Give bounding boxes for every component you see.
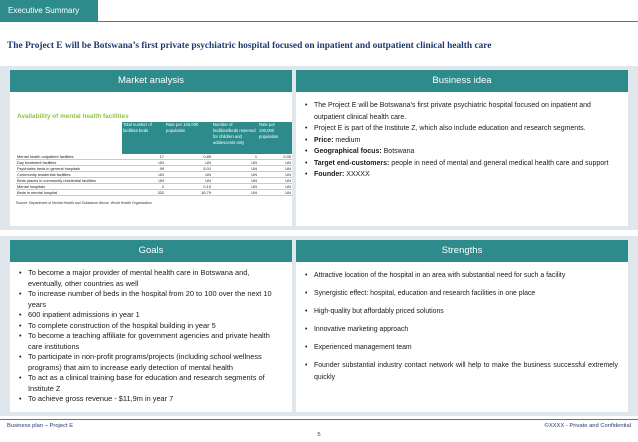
table-cell: 5.01	[165, 166, 212, 172]
table-cell: UN	[212, 190, 258, 196]
table-cell: Beds in mental hospital	[16, 190, 122, 196]
list-item: • High-quality but affordably priced solutions	[302, 306, 618, 318]
list-item: • To increase number of beds in the hospital from 20 to 100 over the next 10 years	[16, 289, 284, 310]
list-item	[302, 158, 620, 170]
table-cell: 0.05	[258, 154, 292, 160]
business-idea-text: Botswana	[383, 148, 415, 155]
table-cell: 17	[122, 154, 165, 160]
business-idea-label: Geographical focus:	[314, 148, 382, 155]
business-idea-text: The Project E will be Botswana’s first private psychiatric hospital focused on inpatient and outpatient clinical health care.	[314, 102, 591, 121]
list-item: • To become a teaching affiliate for government agencies and private health care institutions	[16, 331, 284, 352]
table-cell: UN	[258, 172, 292, 178]
table-header-cell	[16, 122, 122, 154]
list-item	[302, 100, 620, 123]
table-cell: UN	[165, 178, 212, 184]
footer-confidentiality: ©XXXX - Private and Confidential	[544, 423, 631, 429]
business-idea-label: Target end-customers:	[314, 159, 390, 167]
list-item	[302, 123, 620, 135]
table-cell: UN	[212, 172, 258, 178]
mental-health-table-title: Availability of mental health facilities	[17, 113, 129, 120]
list-item: • To act as a clinical training base for education and research segments of Institute Z	[16, 373, 284, 394]
business-idea-label: Founder:	[314, 171, 345, 178]
list-item: • To complete construction of the hospital building in year 5	[16, 321, 284, 332]
table-header-cell: Rate per 100,000 population	[165, 122, 212, 154]
list-item: • To become a major provider of mental health care in Botswana and, eventually, other countries as well	[16, 268, 284, 289]
table-header-cell: Total number of facilities beds	[122, 122, 165, 154]
list-item	[302, 146, 620, 158]
table-header-row	[16, 122, 292, 154]
list-item: • 600 inpatient admissions in year 1	[16, 310, 284, 321]
table-cell: UN	[258, 190, 292, 196]
mental-health-facilities-table	[16, 122, 292, 196]
business-idea-text: medium	[335, 136, 361, 144]
goals-panel	[10, 262, 292, 412]
list-item	[302, 135, 620, 147]
table-cell: UN	[258, 178, 292, 184]
table-cell: 0.10	[165, 184, 212, 190]
table-cell: UN	[122, 172, 165, 178]
page-headline: The Project E will be Botswana’s first private psychiatric hospital focused on inpatient and outpatient clinical health care	[7, 41, 492, 51]
table-cell: UN	[165, 172, 212, 178]
table-cell: 99	[122, 166, 165, 172]
header-rule	[98, 21, 638, 22]
market-analysis-header: Market analysis	[10, 70, 292, 92]
goals-list	[16, 268, 284, 405]
table-cell: 1	[212, 154, 258, 160]
table-cell: 0.85	[165, 154, 212, 160]
table-cell: UN	[212, 184, 258, 190]
business-idea-panel	[296, 92, 628, 226]
footer-document-name: Business plan – Project E	[7, 423, 74, 429]
table-cell: 2	[122, 184, 165, 190]
table-cell: UN	[122, 160, 165, 166]
list-item	[302, 169, 620, 181]
strengths-panel	[296, 262, 628, 412]
business-idea-label: Price:	[314, 136, 334, 144]
table-header-cell: Rate per 100,000 population	[258, 122, 292, 154]
page-number: 5	[317, 432, 321, 438]
table-cell: UN	[212, 166, 258, 172]
table-cell: Mental health outpatient facilities	[16, 154, 122, 160]
business-idea-text: XXXXX	[346, 171, 370, 178]
table-cell: Beds places in community residential facilities	[16, 178, 122, 184]
table-cell: UN	[212, 178, 258, 184]
list-item: • To participate in non-profit programs/projects (including school wellness programs) that aim to increase early detection of mental health	[16, 352, 284, 373]
table-source-note: Source: Department of Mental Health and Substance Abuse, World Health Organization	[16, 201, 152, 205]
list-item: • Attractive location of the hospital in an area with substantial need for such a facility	[302, 270, 618, 282]
business-idea-header: Business idea	[296, 70, 628, 92]
table-cell: UN	[212, 160, 258, 166]
business-idea-text: Project E is part of the Institute Z, which also include education and research segments.	[314, 125, 586, 132]
table-cell: UN	[258, 166, 292, 172]
table-cell: UN	[165, 160, 212, 166]
table-header-cell: Number of facilities/beds reserved for children and adolescents only	[212, 122, 258, 154]
table-row	[16, 190, 292, 196]
table-cell: UN	[122, 178, 165, 184]
table-cell: UN	[258, 160, 292, 166]
table-cell: 16.79	[165, 190, 212, 196]
list-item: • Founder substantial industry contact network will help to make the business successful extremely quickly	[302, 360, 618, 383]
list-item: • Synergistic effect: hospital, education and research facilities in one place	[302, 288, 618, 300]
section-tab: Executive Summary	[0, 0, 98, 22]
table-cell: Community residential facilities	[16, 172, 122, 178]
table-cell: UN	[258, 184, 292, 190]
list-item: • Innovative marketing approach	[302, 324, 618, 336]
list-item: • To achieve gross revenue - $11,9m in year 7	[16, 394, 284, 405]
business-idea-list	[302, 100, 620, 181]
table-cell: Psychiatric beds in general hospitals	[16, 166, 122, 172]
strengths-list	[302, 270, 618, 383]
table-cell: 332	[122, 190, 165, 196]
footer-rule	[0, 419, 638, 420]
table-cell: Day treatment facilities	[16, 160, 122, 166]
list-item: • Experienced management team	[302, 342, 618, 354]
table-cell: Mental hospitals	[16, 184, 122, 190]
strengths-header: Strengths	[296, 240, 628, 262]
goals-header: Goals	[10, 240, 292, 262]
business-idea-text: people in need of mental and general medical health care and support	[391, 159, 609, 167]
